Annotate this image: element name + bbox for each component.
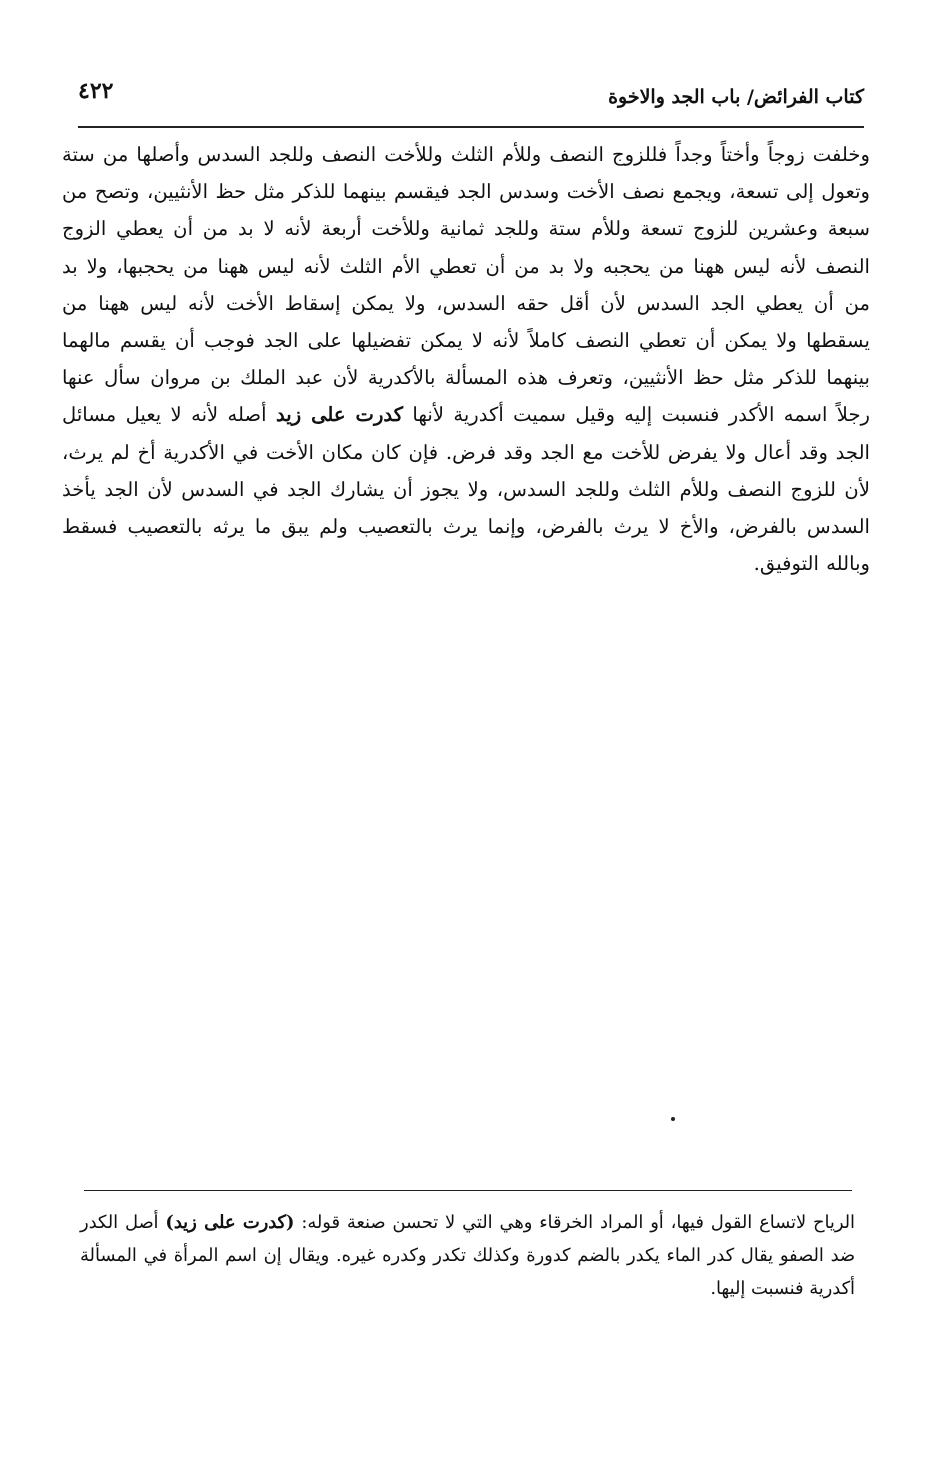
main-text-part-1: وخلفت زوجاً وأختاً وجداً فللزوج النصف وللأم الثلث وللأخت النصف وللجد السدس وأصلها من ستة وتعول إلى تسعة، ويجمع نصف الأخت وسدس الجد فيقسم بينهما للذكر مثل حظ الأنثيين، وتصح من سبعة وعشرين للزوج تسعة وللأم ستة وللجد ثمانية وللأخت أربعة لأنه لا بد من أن يعطي الزوج النصف لأنه ليس ههنا من يحجبه ولا بد من أن تعطي الأم الثلث لأنه ليس ههنا من يحجبها، ولا بد من أن يعطي الجد السدس لأن أقل حقه السدس، ولا يمكن إسقاط الأخت لأنه ليس ههنا من يسقطها ولا يمكن أن تعطي النصف كاملاً لأنه لا يمكن تفضيلها على الجد فوجب أن يقسم مالهما بينهما للذكر مثل حظ الأنثيين، وتعرف هذه المسألة بالأكدرية لأن عبد الملك بن مروان سأل عنها رجلاً اسمه الأكدر فنسبت إليه وقيل سميت أكدرية لأنها	[62, 143, 871, 427]
main-bold-phrase: كدرت على زيد	[275, 403, 404, 427]
footnote-text-part-1: الرياح لاتساع القول فيها، أو المراد الخرقاء وهي التي لا تحسن صنعة قوله:	[301, 1212, 855, 1233]
footnote-paragraph	[80, 1206, 855, 1305]
main-text-part-2: أصله لأنه لا يعيل مسائل الجد وقد أعال ولا يفرض للأخت مع الجد وقد فرض. فإن كان مكان الأخت في الأكدرية أخ لم يرث، لأن للزوج النصف وللأم الثلث وللجد السدس، ولا يجوز أن يشارك الجد في السدس لأن الجد يأخذ السدس بالفرض، والأخ لا يرث بالفرض، وإنما يرث بالتعصيب ولم يبق ما يرثه بالتعصيب فسقط وبالله التوفيق.	[62, 403, 870, 576]
footnote-rule	[84, 1190, 852, 1191]
page-number: ٤٢٢	[78, 78, 114, 104]
stray-mark	[671, 1117, 675, 1121]
page-header	[78, 78, 864, 126]
main-paragraph	[62, 136, 870, 582]
footnote-text-part-2: أصل الكدر ضد الصفو يقال كدر الماء يكدر بالضم كدورة وكذلك تكدر وكدره غيره. ويقال إن اسم المرأة في المسألة أكدرية فنسبت إليها.	[80, 1212, 855, 1299]
footnote-bold-phrase: (كدرت على زيد)	[165, 1212, 295, 1233]
header-rule	[78, 126, 864, 128]
running-title: كتاب الفرائض/ باب الجد والاخوة	[608, 86, 864, 108]
